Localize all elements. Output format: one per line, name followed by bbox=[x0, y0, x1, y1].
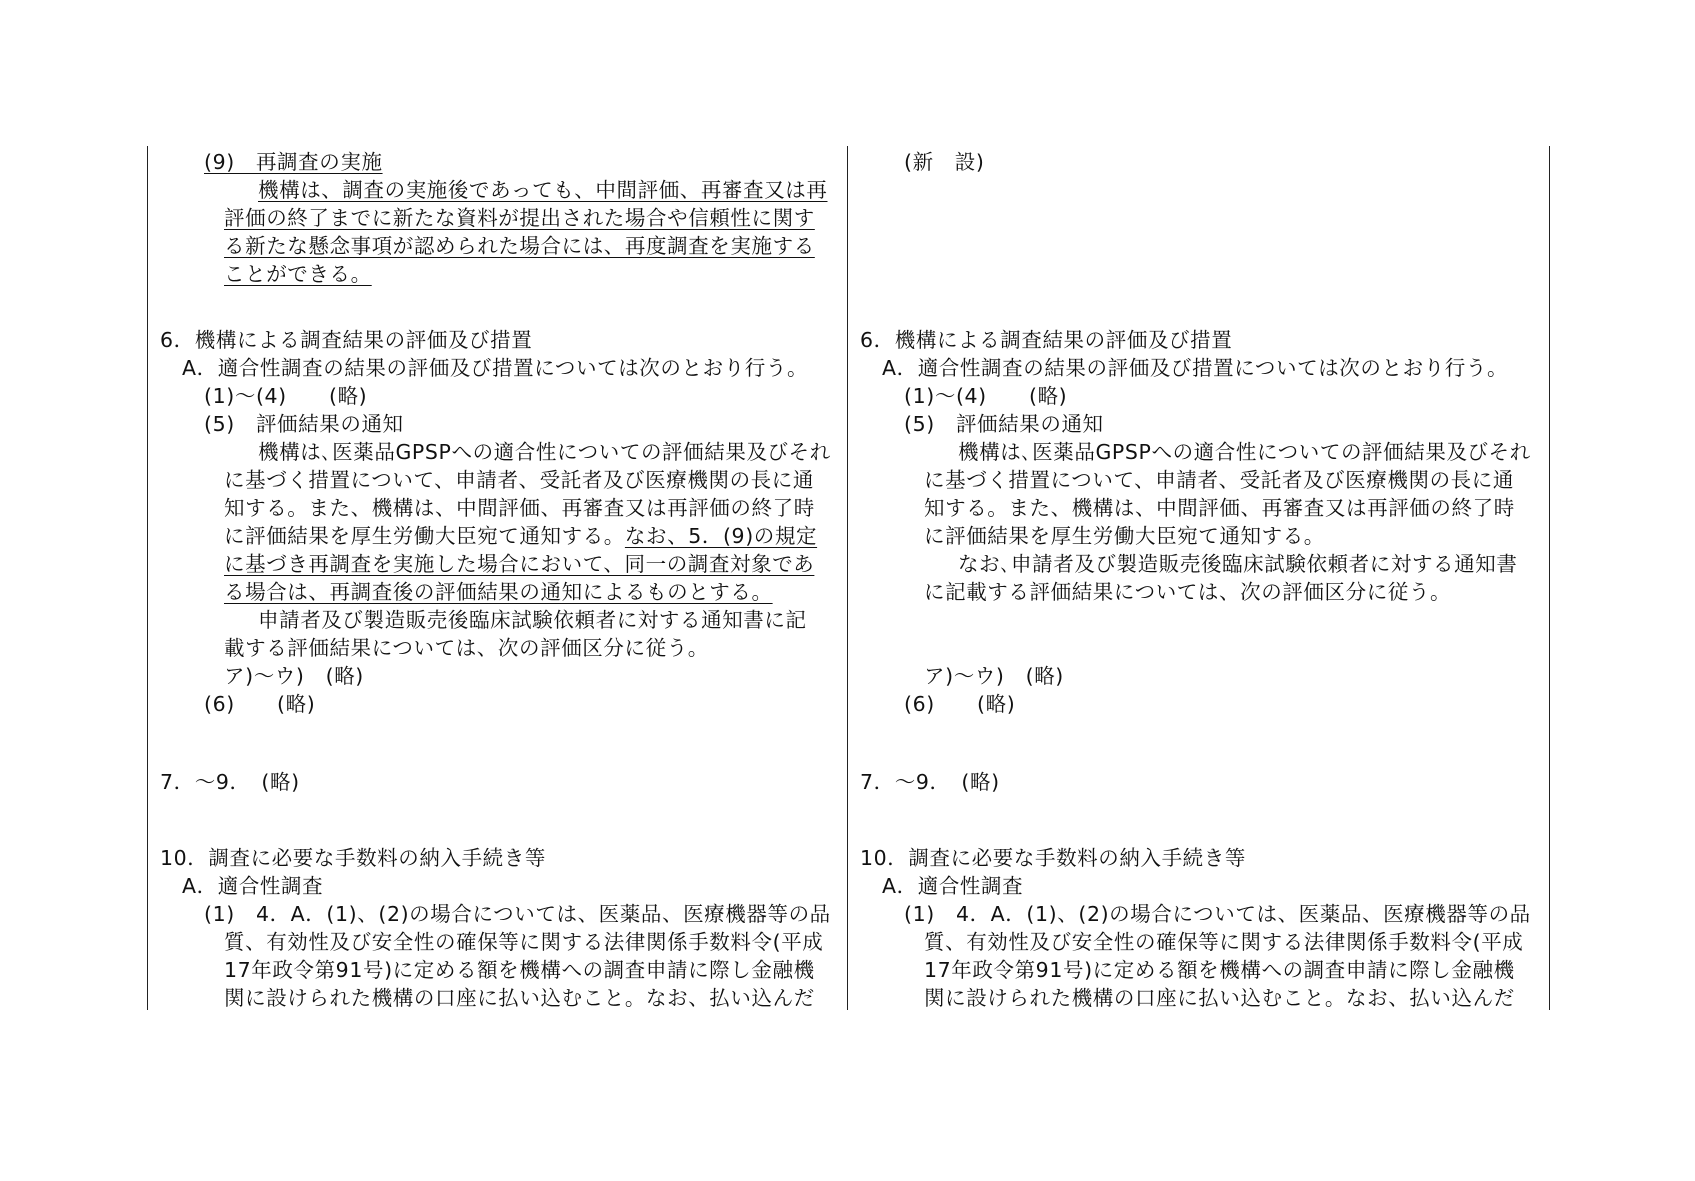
section-6-title: 6．機構による調査結果の評価及び措置 bbox=[860, 328, 1233, 352]
section-6-title: 6．機構による調査結果の評価及び措置 bbox=[160, 328, 533, 352]
section-10a-heading: A．適合性調査 bbox=[182, 874, 324, 898]
section-9-body-line: ことができる。 bbox=[224, 262, 372, 286]
section-6-5-text: に基づく措置について、申請者、受託者及び医療機関の長に通 bbox=[224, 468, 814, 492]
left-border bbox=[147, 146, 148, 1010]
section-10-1-text: 17年政令第91号)に定める額を機構への調査申請に際し金融機 bbox=[224, 958, 815, 982]
section-6a-heading: A．適合性調査の結果の評価及び措置については次のとおり行う。 bbox=[882, 356, 1509, 380]
section-10-title: 10．調査に必要な手数料の納入手続き等 bbox=[860, 846, 1246, 870]
section-6-5-text: 機構は､医薬品GPSPへの適合性についての評価結果及びそれ bbox=[958, 440, 1531, 464]
section-6-5-heading: (5) 評価結果の通知 bbox=[204, 412, 404, 436]
section-10-1-text: 質、有効性及び安全性の確保等に関する法律関係手数料令(平成 bbox=[224, 930, 824, 954]
section-9-body-line: 評価の終了までに新たな資料が提出された場合や信頼性に関す bbox=[224, 206, 815, 230]
section-6-5-text: に評価結果を厚生労働大臣宛て通知する。なお、5．(9)の規定 bbox=[224, 524, 818, 548]
section-6-5-added-text: に基づき再調査を実施した場合において、同一の調査対象であ bbox=[224, 552, 815, 576]
section-10-1-text: 17年政令第91号)に定める額を機構への調査申請に際し金融機 bbox=[924, 958, 1515, 982]
section-10-1-text: (1) 4．A．(1)、(2)の場合については、医薬品、医療機器等の品 bbox=[904, 902, 1531, 926]
section-6-5-added-text: なお、5．(9)の規定 bbox=[624, 524, 818, 548]
section-6-5-added-text: る場合は、再調査後の評価結果の通知によるものとする。 bbox=[224, 580, 773, 604]
section-6-5-text: に記載する評価結果については、次の評価区分に従う。 bbox=[924, 580, 1452, 604]
column-divider bbox=[847, 146, 848, 1010]
sections-7-9: 7．～9． (略) bbox=[160, 770, 300, 794]
section-6-5-text: 機構は､医薬品GPSPへの適合性についての評価結果及びそれ bbox=[258, 440, 831, 464]
section-6-5-text: 申請者及び製造販売後臨床試験依頼者に対する通知書に記 bbox=[258, 608, 807, 632]
section-9-heading: (9) 再調査の実施 bbox=[204, 150, 383, 174]
section-6-5-categories: ア)～ウ) (略) bbox=[224, 664, 364, 688]
section-6-5-text: に評価結果を厚生労働大臣宛て通知する。 bbox=[924, 524, 1325, 548]
section-6-5-text: に基づく措置について、申請者、受託者及び医療機関の長に通 bbox=[924, 468, 1514, 492]
section-6-6: (6) (略) bbox=[904, 692, 1016, 716]
section-6-5-text: なお､申請者及び製造販売後臨床試験依頼者に対する通知書 bbox=[958, 552, 1518, 576]
section-10-1-text: (1) 4．A．(1)、(2)の場合については、医薬品、医療機器等の品 bbox=[204, 902, 831, 926]
section-6-items-1-4: (1)～(4) (略) bbox=[904, 384, 1068, 408]
section-10-1-text: 関に設けられた機構の口座に払い込むこと。なお、払い込んだ bbox=[924, 986, 1515, 1010]
section-6-5-text: 載する評価結果については、次の評価区分に従う。 bbox=[224, 636, 709, 660]
sections-7-9: 7．～9． (略) bbox=[860, 770, 1000, 794]
section-10-1-text: 質、有効性及び安全性の確保等に関する法律関係手数料令(平成 bbox=[924, 930, 1524, 954]
section-6-5-text: 知する。また、機構は、中間評価、再審査又は再評価の終了時 bbox=[224, 496, 815, 520]
section-6-5-heading: (5) 評価結果の通知 bbox=[904, 412, 1104, 436]
section-10a-heading: A．適合性調査 bbox=[882, 874, 1024, 898]
section-10-title: 10．調査に必要な手数料の納入手続き等 bbox=[160, 846, 546, 870]
section-6-5-text: 知する。また、機構は、中間評価、再審査又は再評価の終了時 bbox=[924, 496, 1515, 520]
section-6-6: (6) (略) bbox=[204, 692, 316, 716]
right-border bbox=[1549, 146, 1550, 1010]
section-6-items-1-4: (1)～(4) (略) bbox=[204, 384, 368, 408]
new-section-label: (新 設) bbox=[904, 150, 985, 174]
section-6a-heading: A．適合性調査の結果の評価及び措置については次のとおり行う。 bbox=[182, 356, 809, 380]
section-6-5-categories: ア)～ウ) (略) bbox=[924, 664, 1064, 688]
section-9-body-line: 機構は、調査の実施後であっても、中間評価、再審査又は再 bbox=[258, 178, 828, 202]
section-10-1-text: 関に設けられた機構の口座に払い込むこと。なお、払い込んだ bbox=[224, 986, 815, 1010]
section-9-body-line: る新たな懸念事項が認められた場合には、再度調査を実施する bbox=[224, 234, 815, 258]
